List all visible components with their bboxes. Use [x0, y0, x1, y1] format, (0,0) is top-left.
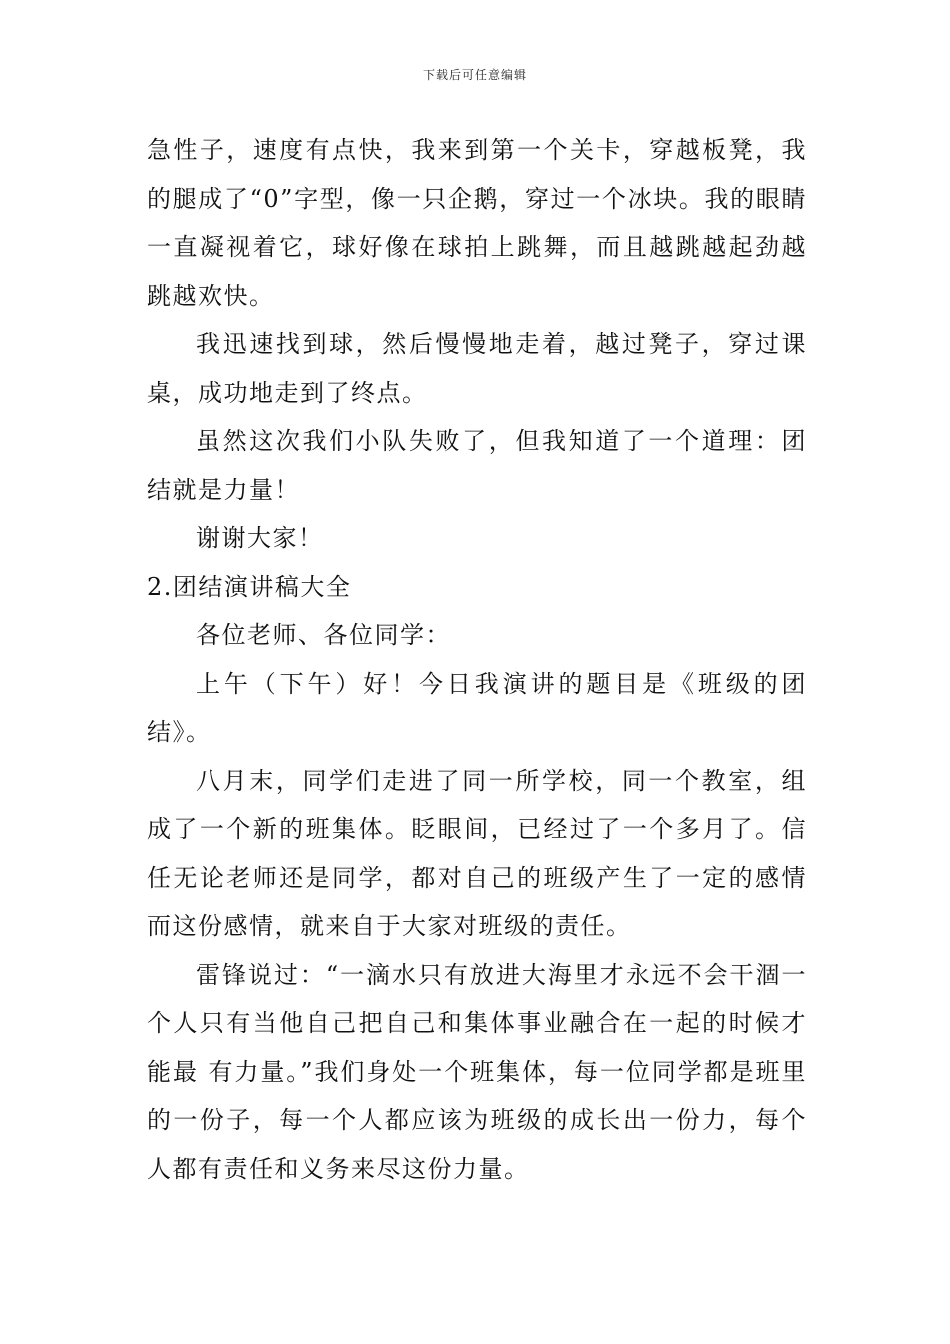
page-header: 下载后可任意编辑: [422, 68, 527, 82]
paragraph-greeting: 上午（下午）好！今日我演讲的题目是《班级的团结》。: [147, 669, 807, 746]
paragraph-thanks: 谢谢大家！: [196, 524, 324, 552]
paragraph-continuation: 急性子，速度有点快，我来到第一个关卡，穿越板凳，我的腿成了“0”字型，像一只企鹅，穿过一个冰块。我的眼睛一直凝视着它，球好像在球拍上跳舞，而且越跳越起劲越跳越欢快。: [147, 136, 807, 310]
paragraph: 我迅速找到球，然后慢慢地走着，越过凳子，穿过课桌，成功地走到了终点。: [147, 330, 807, 407]
paragraph: 雷锋说过：“一滴水只有放进大海里才永远不会干涸一个人只有当他自己把自己和集体事业融合在一起的时候才能最 有力量。”我们身处一个班集体，每一位同学都是班里的一份子，每一个人都应该为班级的成长出一份力，每个人都有责任和义务来尽这份力量。: [147, 960, 807, 1183]
salutation: 各位老师、各位同学：: [196, 621, 451, 649]
paragraph: 虽然这次我们小队失败了，但我知道了一个道理：团结就是力量！: [147, 427, 807, 504]
document-body: [147, 126, 807, 1193]
paragraph: 八月末，同学们走进了同一所学校，同一个教室，组成了一个新的班集体。眨眼间，已经过了一个多月了。信任无论老师还是同学，都对自己的班级产生了一定的感情而这份感情，就来自于大家对班级的责任。: [147, 766, 807, 940]
section-heading: 2.团结演讲稿大全: [147, 572, 352, 601]
